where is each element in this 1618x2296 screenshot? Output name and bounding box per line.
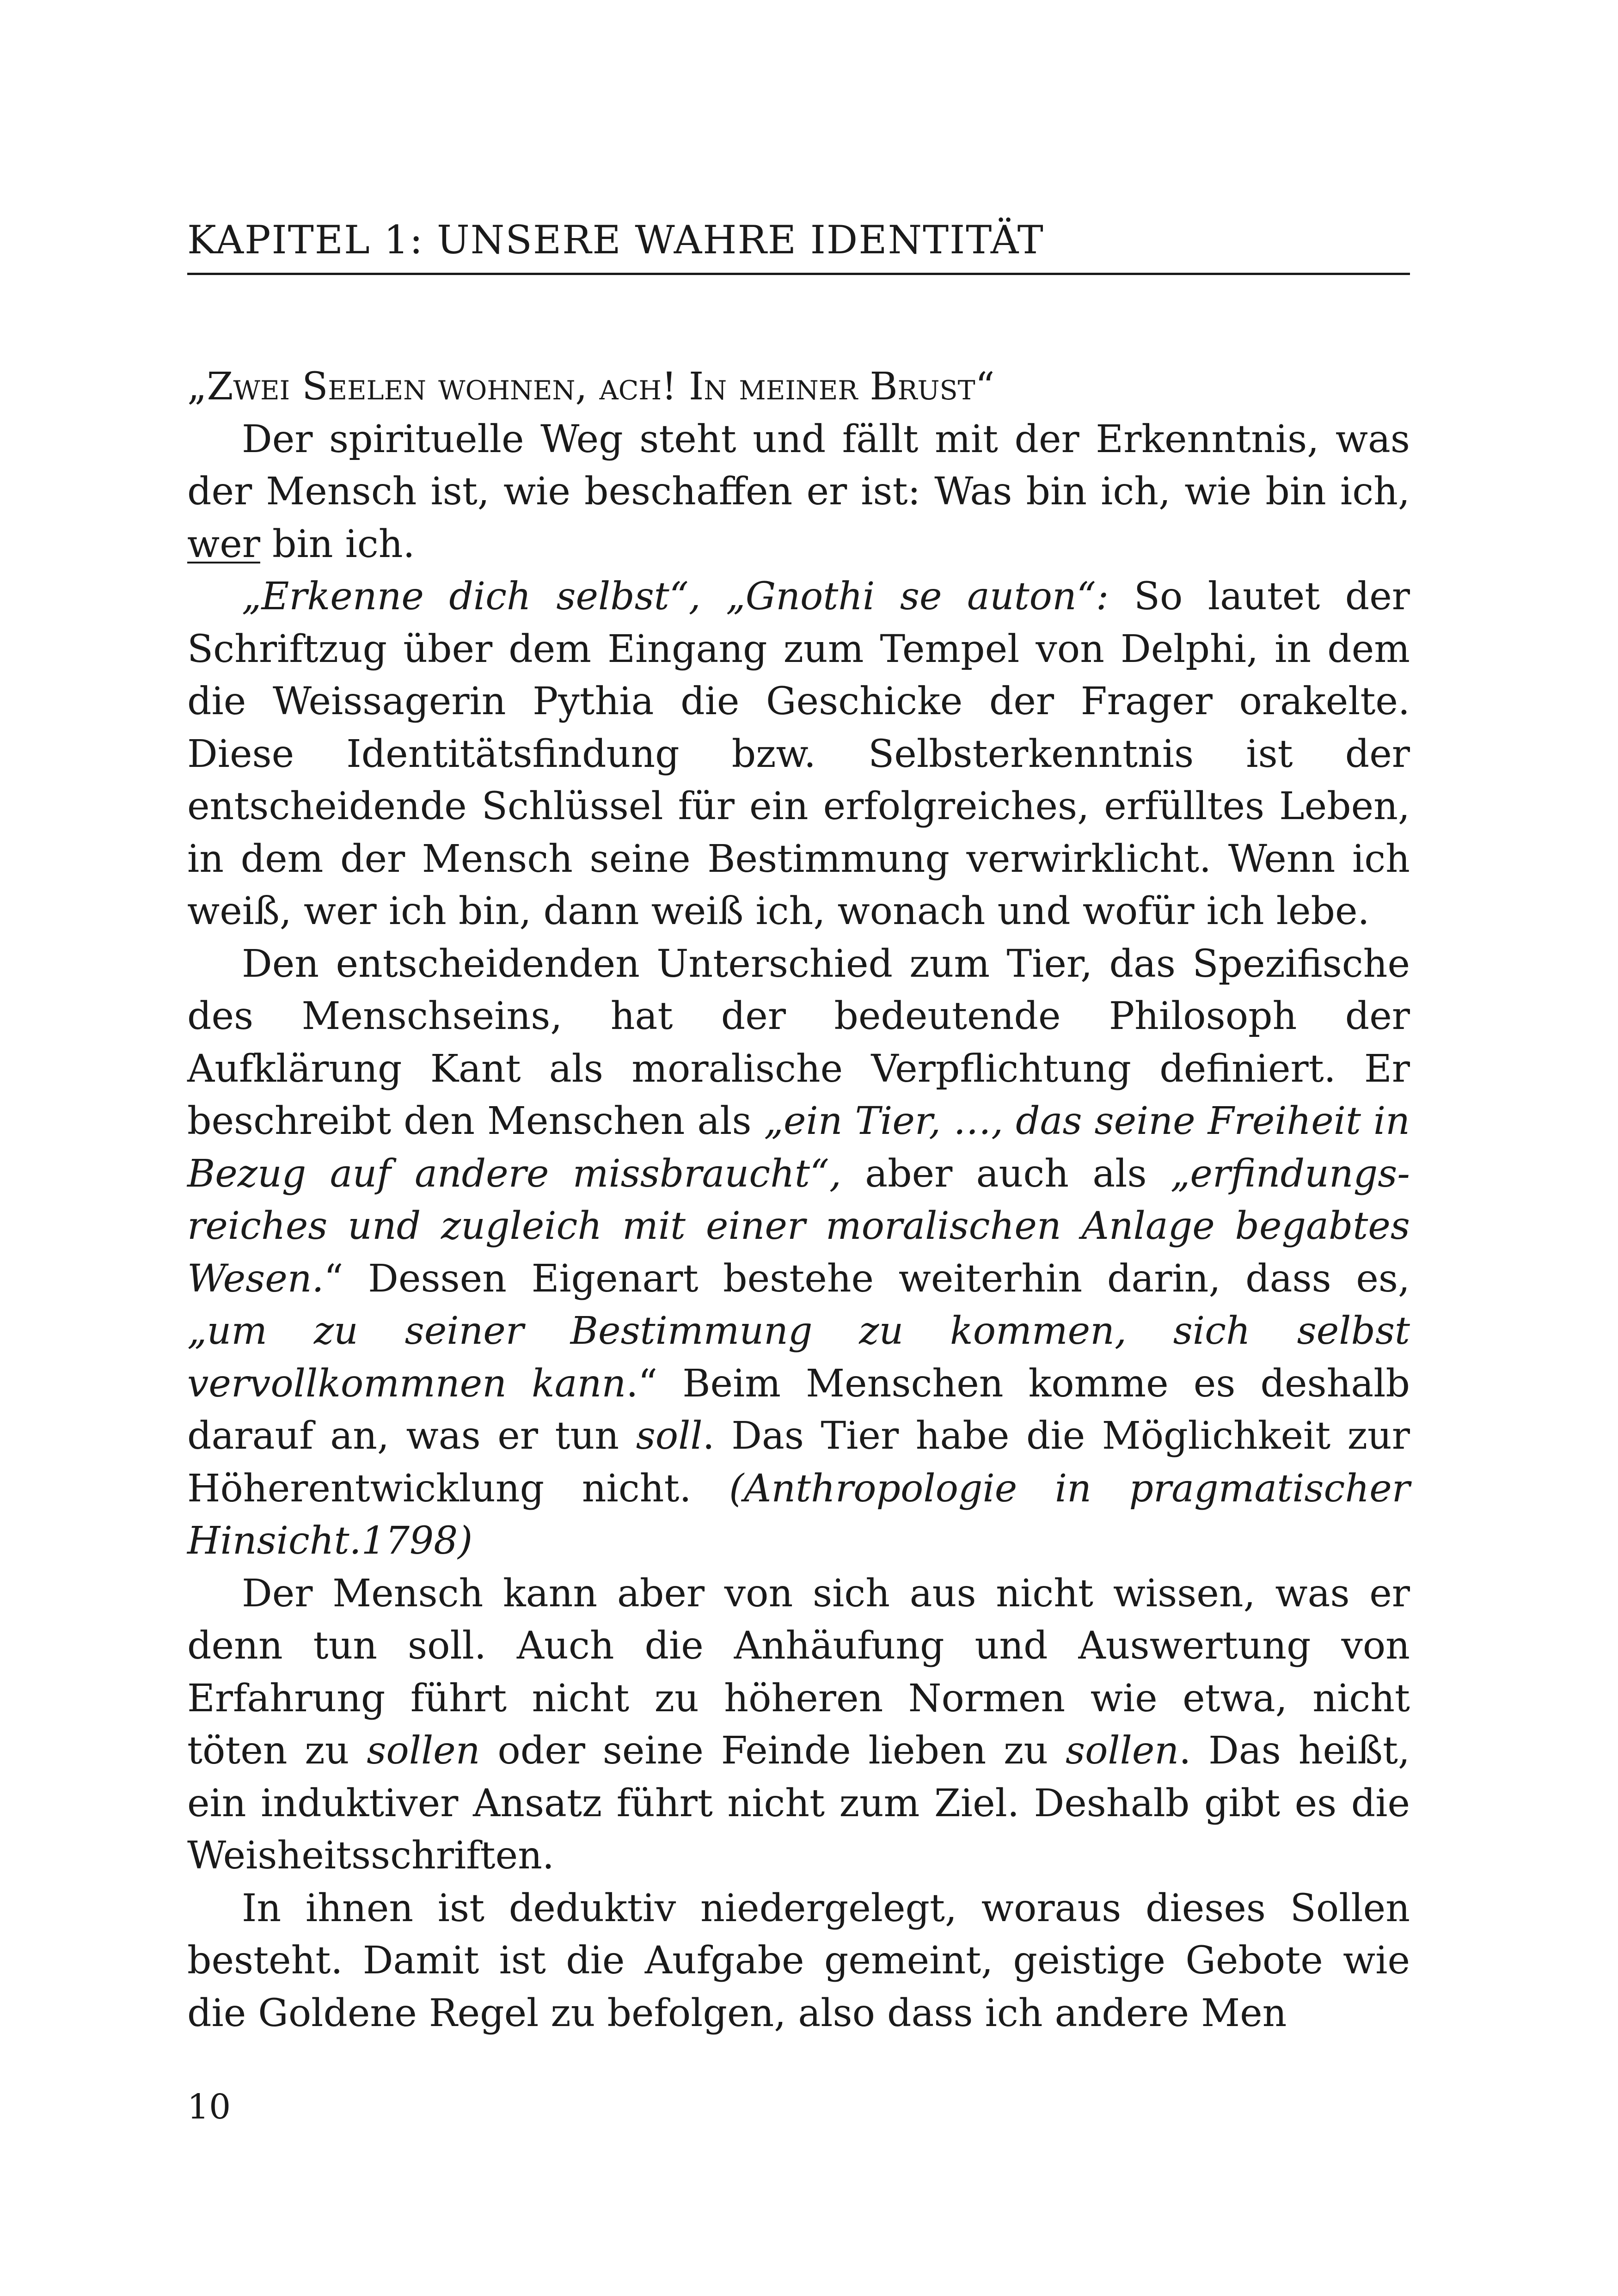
paragraph-text: aber auch als	[841, 1151, 1171, 1196]
underlined-text: wer	[187, 522, 260, 566]
paragraph-text: .“ Beim Menschen komme es deshalb darauf an, was er tun	[187, 1361, 1410, 1458]
body-paragraph	[187, 1882, 1410, 2040]
paragraph-list	[187, 413, 1410, 2040]
paragraph-text: Den entscheidenden Unterschied zum Tier, das Spezifische des Menschseins, hat der bedeutende Philosoph der Aufklärung Kant als moralische Verpflichtung definiert. Er beschreibt den Menschen als	[187, 942, 1410, 1143]
body-paragraph	[187, 413, 1410, 571]
italic-text: sollen	[367, 1729, 480, 1773]
paragraph-text: . Das heißt, ein induktiver Ansatz führt nicht zum Ziel. Deshalb gibt es die Weisheitsschriften.	[187, 1729, 1410, 1878]
paragraph-text: “ Dessen Eigenart bestehe weiterhin darin, dass es,	[324, 1256, 1410, 1301]
paragraph-text: bin ich.	[260, 522, 415, 566]
body-paragraph	[187, 938, 1410, 1567]
italic-text: sollen	[1065, 1729, 1179, 1773]
running-header	[187, 206, 1410, 275]
paragraph-text: oder seine Feinde lieben zu	[480, 1729, 1066, 1773]
page-number: 10	[187, 2087, 231, 2127]
body-paragraph	[187, 570, 1410, 938]
italic-text: „Erkenne dich selbst“, „Gnothi se auton“:	[242, 575, 1109, 618]
paragraph-text: In ihnen ist deduktiv niedergelegt, woraus dieses Sollen besteht. Damit ist die Aufgabe gemeint, geistige Gebote wie die Goldene Regel zu befolgen, also dass ich andere Men	[187, 1886, 1410, 2035]
paragraph-text: Der Mensch kann aber von sich aus nicht wissen, was er denn tun soll. Auch die Anhäufung und Auswertung von Erfahrung führt nicht zu höheren Normen wie etwa, nicht töten zu	[187, 1571, 1410, 1773]
section-heading: „Zwei Seelen wohnen, ach! In meiner Brust“	[187, 365, 995, 409]
italic-text: „ein Tier, …, das seine Freiheit in Bezug auf andere missbraucht“,	[187, 1099, 1410, 1196]
paragraph-text: . Das Tier habe die Möglichkeit zur Höherentwicklung nicht.	[187, 1414, 1410, 1511]
body-paragraph	[187, 1567, 1410, 1882]
italic-text: „um zu seiner Bestimmung zu kommen, sich selbst vervollkommnen kann	[187, 1309, 1410, 1406]
chapter-title: KAPITEL 1: UNSERE WAHRE IDENTITÄT	[187, 217, 1044, 263]
italic-text: (Anthropologie in pragmatischer Hinsicht.1798)	[187, 1466, 1410, 1563]
page-body	[187, 361, 1410, 2039]
italic-text: soll	[636, 1414, 703, 1458]
paragraph-text: So lautet der Schriftzug über dem Eingang zum Tempel von Delphi, in dem die Weissagerin Pythia die Geschicke der Frager orakelte. Diese Identitätsfindung bzw. Selbsterkenntnis ist der entscheidende Schlüssel für ein erfolgreiches, erfülltes Leben, in dem der Mensch seine Bestimmung verwirklicht. Wenn ich weiß, wer ich bin, dann weiß ich, wonach und wofür ich lebe.	[187, 575, 1410, 933]
paragraph-text: Der spirituelle Weg steht und fällt mit der Erkenntnis, was der Mensch ist, wie beschaffen er ist: Was bin ich, wie bin ich,	[187, 417, 1410, 514]
italic-text: „erfindungsreiches und zugleich mit einer moralischen Anlage begabtes Wesen.	[187, 1151, 1410, 1301]
